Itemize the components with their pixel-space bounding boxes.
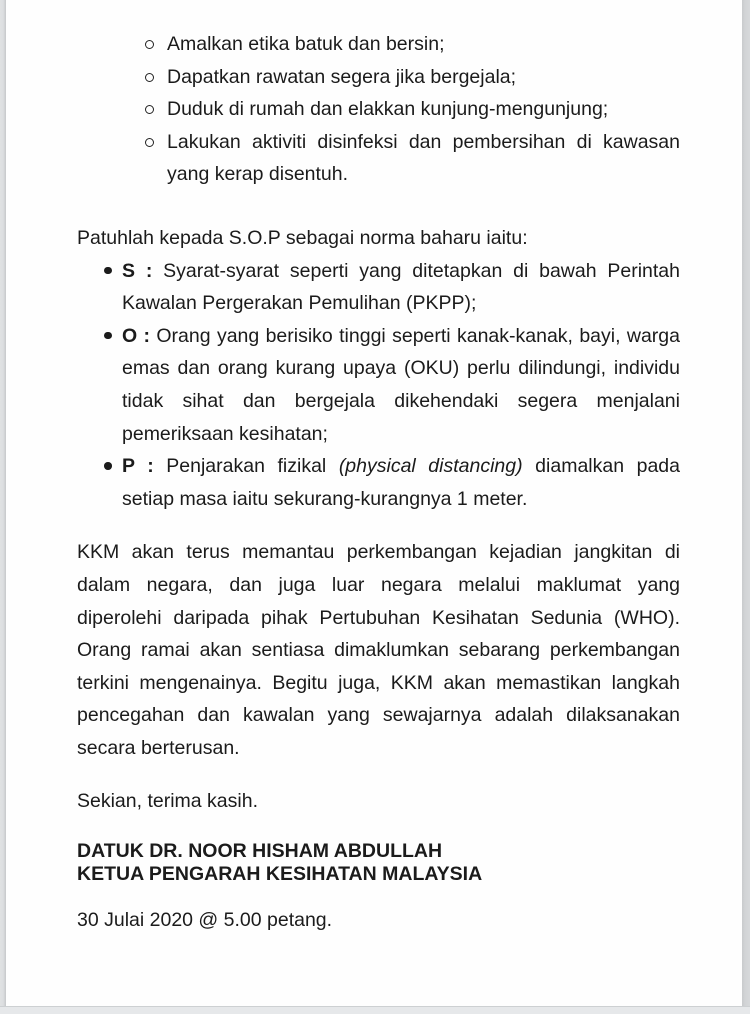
signature-block xyxy=(77,840,680,886)
list-item-sop-p xyxy=(77,450,680,515)
list-item-sop-s xyxy=(77,255,680,320)
prevention-bullet-list xyxy=(77,28,680,191)
signature-title: KETUA PENGARAH KESIHATAN MALAYSIA xyxy=(77,863,483,886)
document-content xyxy=(77,28,680,937)
list-item xyxy=(77,93,680,126)
circle-bullet-icon xyxy=(145,105,154,114)
sop-item-text: Penjarakan fizikal xyxy=(153,455,339,478)
list-item-text: Dapatkan rawatan segera jika bergejala; xyxy=(167,65,517,88)
disc-bullet-icon xyxy=(104,332,112,340)
sop-item-text: Orang yang berisiko tinggi seperti kanak-kanak, bayi, warga emas dan orang kurang upaya (OKU) perlu dilindungi, individu tidak sihat dan bergejala dikehendaki segera menjalani pemeriksaan kesihatan; xyxy=(122,324,680,445)
disc-bullet-icon xyxy=(104,267,112,275)
circle-bullet-icon xyxy=(145,40,154,49)
monitoring-paragraph: KKM akan terus memantau perkembangan kejadian jangkitan di dalam negara, dan juga luar negara melalui maklumat yang diperolehi daripada pihak Pertubuhan Kesihatan Sedunia (WHO). Orang ramai akan sentiasa dimaklumkan sebarang perkembangan terkini mengenainya. Begitu juga, KKM akan memastikan langkah pencegahan dan kawalan yang sewajarnya adalah dilaksanakan secara berterusan. xyxy=(77,541,680,759)
list-item xyxy=(77,28,680,61)
closing-line: Sekian, terima kasih. xyxy=(77,790,258,813)
sop-item-text: Syarat-syarat seperti yang ditetapkan di bawah Perintah Kawalan Pergerakan Pemulihan (PKPP); xyxy=(122,259,680,315)
viewer-bottom-bar xyxy=(0,1006,750,1014)
circle-bullet-icon xyxy=(145,73,154,82)
document-page xyxy=(6,0,742,1006)
sop-letter-label: P : xyxy=(122,455,154,478)
sop-intro-paragraph: Patuhlah kepada S.O.P sebagai norma baharu iaitu: xyxy=(77,226,528,249)
signature-name: DATUK DR. NOOR HISHAM ABDULLAH xyxy=(77,840,443,863)
sop-letter-label: O : xyxy=(122,324,151,347)
list-item xyxy=(77,61,680,94)
list-item-text: Duduk di rumah dan elakkan kunjung-mengunjung; xyxy=(167,98,609,121)
list-item xyxy=(77,126,680,191)
sop-bullet-list xyxy=(77,255,680,516)
sop-item-text: diamalkan pada setiap masa iaitu sekurang-kurangnya 1 meter. xyxy=(122,455,681,510)
viewer-right-margin xyxy=(742,0,750,1006)
list-item-text: Lakukan aktiviti disinfeksi dan pembersihan di kawasan yang kerap disentuh. xyxy=(167,130,680,186)
circle-bullet-icon xyxy=(145,138,154,147)
disc-bullet-icon xyxy=(104,462,112,470)
list-item-sop-o xyxy=(77,320,680,450)
list-item-text: Amalkan etika batuk dan bersin; xyxy=(167,33,445,55)
sop-item-italic-text: (physical distancing) xyxy=(338,455,523,478)
date-line: 30 Julai 2020 @ 5.00 petang. xyxy=(77,909,333,932)
sop-letter-label: S : xyxy=(122,259,153,282)
